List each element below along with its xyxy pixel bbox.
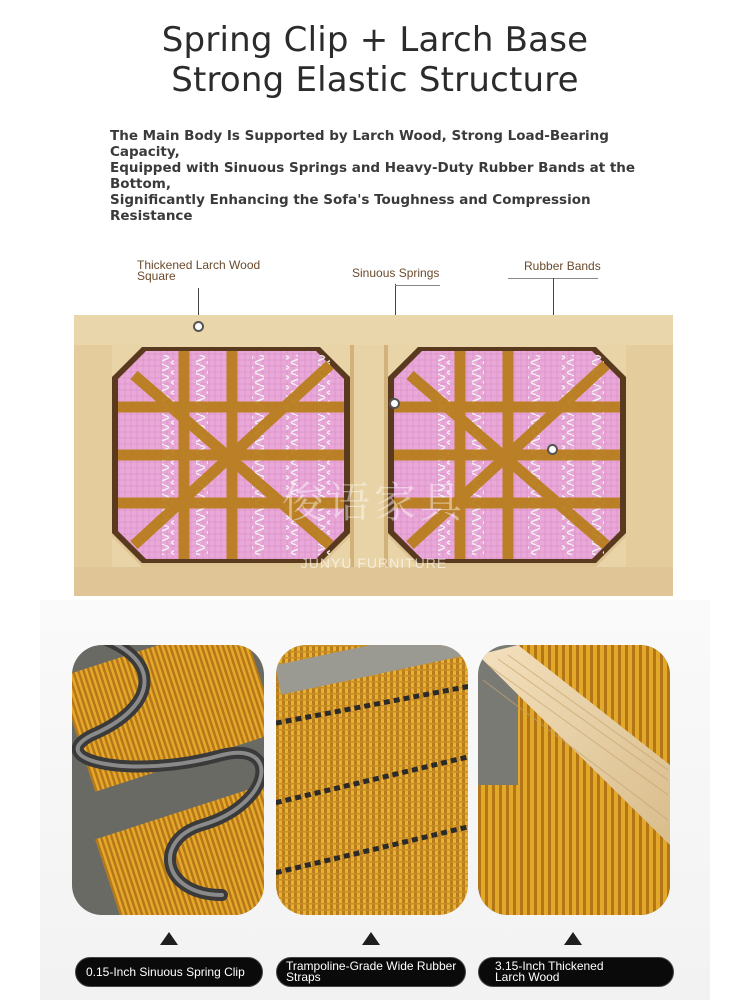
larch-wood-closeup-icon bbox=[478, 645, 670, 915]
frame-illustration bbox=[74, 315, 673, 596]
caption-spring-clip bbox=[75, 957, 263, 987]
caption-rubber-straps-line-2: Straps bbox=[286, 970, 321, 984]
sofa-frame-diagram bbox=[74, 315, 673, 596]
description-line-3: Significantly Enhancing the Sofa's Toughness and Compression Resistance bbox=[110, 192, 591, 224]
watermark-chinese: 俊语家具 bbox=[281, 478, 466, 527]
triangle-pointer-icon bbox=[564, 932, 582, 945]
caption-spring-clip-line-1: 0.15-Inch Sinuous Spring Clip bbox=[86, 964, 245, 979]
headline bbox=[0, 20, 750, 100]
leader-springs-underline bbox=[395, 285, 440, 286]
description-line-2: Equipped with Sinuous Springs and Heavy-Duty Rubber Bands at the Bottom, bbox=[110, 160, 636, 192]
label-larch-line-2: Square bbox=[137, 269, 176, 283]
label-rubber-bands: Rubber Bands bbox=[524, 259, 601, 273]
sinuous-spring-closeup-icon bbox=[72, 645, 264, 915]
caption-rubber-straps bbox=[276, 957, 466, 987]
triangle-pointer-icon bbox=[160, 932, 178, 945]
headline-line-1: Spring Clip + Larch Base bbox=[161, 20, 589, 60]
description bbox=[110, 128, 670, 224]
caption-larch-wood-line-1: 3.15-Inch Thickened bbox=[495, 959, 604, 973]
triangle-pointer-icon bbox=[362, 932, 380, 945]
headline-line-2: Strong Elastic Structure bbox=[171, 60, 579, 100]
rubber-strap-closeup-icon bbox=[276, 645, 468, 915]
caption-larch-wood-line-2: Larch Wood bbox=[495, 970, 560, 984]
label-sinuous-springs: Sinuous Springs bbox=[352, 266, 440, 280]
label-larch-line-1: Thickened Larch Wood bbox=[137, 258, 261, 272]
description-line-1: The Main Body Is Supported by Larch Wood, Strong Load-Bearing Capacity, bbox=[110, 128, 609, 160]
callout-dot-springs bbox=[389, 398, 400, 409]
callout-dot-larch bbox=[193, 321, 204, 332]
caption-rubber-straps-line-1: Trampoline-Grade Wide Rubber bbox=[286, 959, 457, 973]
caption-larch-wood bbox=[478, 957, 674, 987]
callout-dot-bands bbox=[547, 444, 558, 455]
label-larch-wood bbox=[137, 260, 260, 282]
watermark-english: JUNYU FURNITURE bbox=[300, 555, 448, 571]
